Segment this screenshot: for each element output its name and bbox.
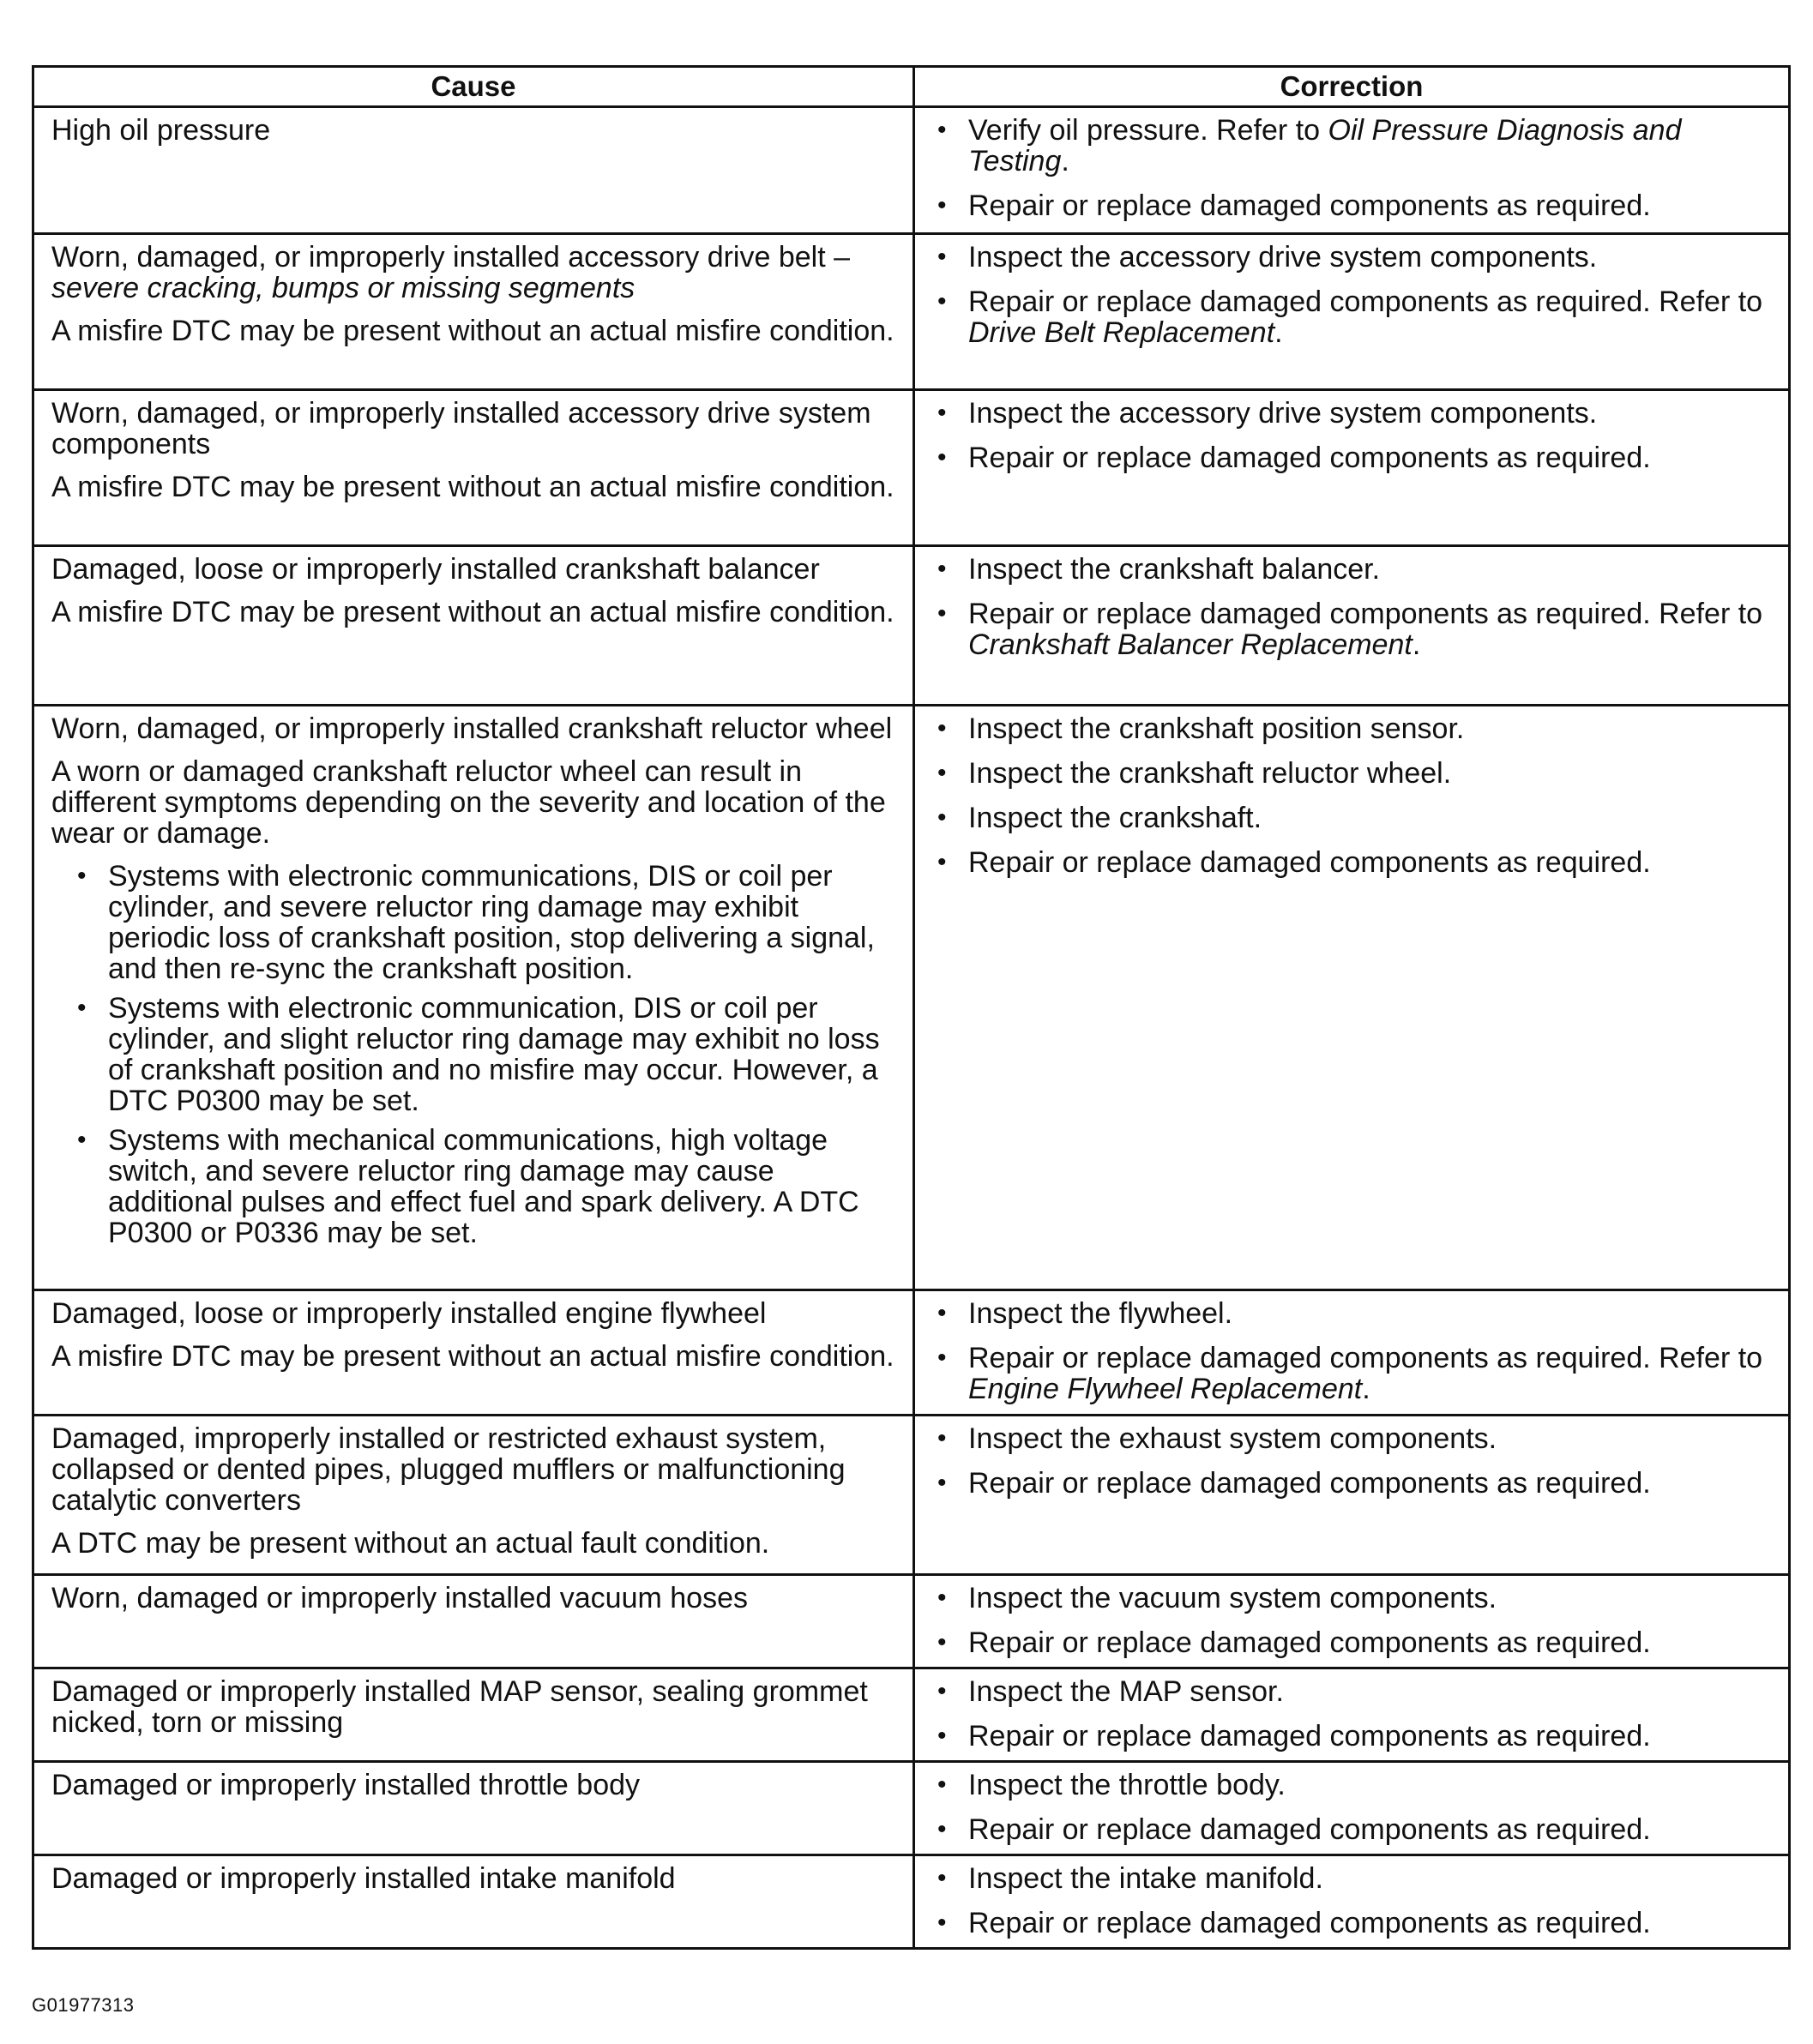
table-row [33, 546, 1790, 706]
correction-item [932, 1908, 1771, 1939]
correction-item [932, 598, 1771, 660]
bullet-icon: • [937, 1909, 947, 1937]
correction-text: Inspect the crankshaft balancer. [968, 553, 1381, 586]
correction-text: Repair or replace damaged components as required. [968, 442, 1651, 474]
correction-cell [914, 706, 1790, 1290]
bullet-icon: • [937, 443, 947, 472]
correction-text: Repair or replace damaged components as required. [968, 189, 1651, 222]
bullet-icon: • [77, 1126, 87, 1154]
bullet-icon: • [937, 243, 947, 271]
cause-bullet-list [74, 861, 895, 1248]
cause-cell [33, 1668, 914, 1762]
cause-text: High oil pressure [51, 114, 271, 147]
correction-cell [914, 1575, 1790, 1668]
correction-text: Inspect the vacuum system components. [968, 1582, 1497, 1614]
cause-text: Damaged, improperly installed or restricted exhaust system, collapsed or dented pipes, plugged mufflers or malfunctioning catalytic converters [51, 1422, 846, 1517]
cause-cell [33, 234, 914, 390]
bullet-icon: • [937, 803, 947, 832]
correction-list [932, 1676, 1771, 1752]
bullet-icon: • [937, 1424, 947, 1452]
correction-item [932, 286, 1771, 348]
correction-text: Inspect the accessory drive system components. [968, 397, 1598, 430]
procedure-reference: Engine Flywheel Replacement [968, 1373, 1363, 1405]
cause-bullet-item [74, 993, 895, 1116]
cause-bullet-item [74, 1125, 895, 1248]
bullet-icon: • [937, 714, 947, 742]
correction-cell [914, 1762, 1790, 1855]
correction-item [932, 1468, 1771, 1499]
bullet-icon: • [937, 116, 947, 144]
correction-cell [914, 390, 1790, 546]
correction-list [932, 1583, 1771, 1658]
table-row [33, 1762, 1790, 1855]
correction-text: Repair or replace damaged components as required. [968, 1626, 1651, 1659]
cause-text: A misfire DTC may be present without an actual misfire condition. [51, 315, 894, 347]
cause-text: Damaged, loose or improperly installed crankshaft balancer [51, 553, 820, 586]
cause-text: Worn, damaged, or improperly installed accessory drive belt – severe cracking, bumps or missing segments [51, 241, 851, 304]
table-body [33, 107, 1790, 1949]
correction-text: Inspect the crankshaft position sensor. [968, 712, 1465, 745]
correction-item [932, 554, 1771, 585]
correction-item [932, 758, 1771, 789]
procedure-reference: Drive Belt Replacement [968, 316, 1275, 349]
cause-cell [33, 1416, 914, 1575]
correction-list [932, 713, 1771, 878]
correction-item [932, 242, 1771, 273]
procedure-reference: Crankshaft Balancer Replacement [968, 628, 1412, 661]
cause-text: A worn or damaged crankshaft reluctor wheel can result in different symptoms depending on the severity and location of the wear or damage. [51, 755, 886, 850]
bullet-icon: • [937, 1722, 947, 1750]
cause-text: Worn, damaged, or improperly installed crankshaft reluctor wheel [51, 712, 893, 745]
bullet-icon: • [937, 1584, 947, 1612]
correction-item [932, 1770, 1771, 1801]
correction-text: Inspect the flywheel. [968, 1297, 1233, 1330]
correction-text: Repair or replace damaged components as required. [968, 1813, 1651, 1846]
table-header-row [33, 67, 1790, 107]
bullet-icon: • [937, 1469, 947, 1497]
table-row [33, 234, 1790, 390]
correction-text: Repair or replace damaged components as required. [968, 1467, 1651, 1500]
table-row [33, 1575, 1790, 1668]
correction-item [932, 1814, 1771, 1845]
table-row [33, 1416, 1790, 1575]
cause-text: Worn, damaged, or improperly installed accessory drive system components [51, 397, 871, 460]
cause-bullet-item [74, 861, 895, 984]
correction-list [932, 1770, 1771, 1845]
bullet-icon: • [77, 862, 87, 890]
correction-item [932, 713, 1771, 744]
bullet-icon: • [937, 759, 947, 787]
correction-text: Verify oil pressure. Refer to [968, 114, 1328, 147]
bullet-icon: • [937, 191, 947, 219]
diagnostic-table-container [32, 65, 1788, 1950]
reference-punctuation: . [1061, 145, 1069, 177]
correction-item [932, 803, 1771, 833]
correction-item [932, 1676, 1771, 1707]
bullet-icon: • [937, 1864, 947, 1892]
correction-list [932, 242, 1771, 348]
table-row [33, 1855, 1790, 1949]
correction-text: Inspect the crankshaft reluctor wheel. [968, 757, 1452, 790]
cause-italic-detail: severe cracking, bumps or missing segments [51, 272, 635, 304]
correction-text: Inspect the MAP sensor. [968, 1675, 1284, 1708]
correction-list [932, 398, 1771, 473]
bullet-icon: • [937, 555, 947, 583]
cause-bullet-text: Systems with electronic communications, DIS or coil per cylinder, and severe reluctor ring damage may exhibit periodic loss of crankshaft position, stop delivering a signal, and then re-sync the crankshaft position. [108, 860, 875, 985]
correction-cell [914, 1290, 1790, 1416]
correction-item [932, 115, 1771, 177]
bullet-icon: • [937, 1677, 947, 1705]
correction-column-header: Correction [914, 67, 1790, 107]
cause-column-header: Cause [33, 67, 914, 107]
cause-text: Damaged or improperly installed MAP sensor, sealing grommet nicked, torn or missing [51, 1675, 868, 1739]
cause-cell [33, 1290, 914, 1416]
correction-item [932, 442, 1771, 473]
bullet-icon: • [937, 848, 947, 876]
cause-text: Damaged, loose or improperly installed engine flywheel [51, 1297, 767, 1330]
cause-text: A misfire DTC may be present without an actual misfire condition. [51, 596, 894, 628]
bullet-icon: • [937, 399, 947, 427]
correction-text: Inspect the accessory drive system components. [968, 241, 1598, 274]
reference-punctuation: . [1412, 628, 1421, 661]
reference-punctuation: . [1274, 316, 1283, 349]
correction-item [932, 1423, 1771, 1454]
cause-cell [33, 1855, 914, 1949]
cause-cell [33, 546, 914, 706]
correction-item [932, 1298, 1771, 1329]
cause-cell [33, 107, 914, 234]
correction-cell [914, 1416, 1790, 1575]
correction-item [932, 190, 1771, 221]
correction-text: Inspect the exhaust system components. [968, 1422, 1497, 1455]
correction-text: Repair or replace damaged components as required. [968, 1907, 1651, 1939]
bullet-icon: • [77, 994, 87, 1022]
table-row [33, 390, 1790, 546]
correction-text: Inspect the intake manifold. [968, 1862, 1323, 1895]
correction-cell [914, 1855, 1790, 1949]
correction-cell [914, 546, 1790, 706]
correction-list [932, 1863, 1771, 1939]
cause-cell [33, 390, 914, 546]
cause-text: A misfire DTC may be present without an actual misfire condition. [51, 471, 894, 503]
cause-text: A DTC may be present without an actual fault condition. [51, 1527, 770, 1560]
correction-item [932, 1583, 1771, 1614]
correction-cell [914, 107, 1790, 234]
bullet-icon: • [937, 1344, 947, 1372]
correction-list [932, 1423, 1771, 1499]
correction-text: Repair or replace damaged components as required. Refer to [968, 1342, 1763, 1374]
correction-cell [914, 1668, 1790, 1762]
bullet-icon: • [937, 1299, 947, 1327]
correction-text: Repair or replace damaged components as required. [968, 846, 1651, 879]
figure-id: G01977313 [32, 1994, 135, 2016]
reference-punctuation: . [1362, 1373, 1370, 1405]
correction-item [932, 847, 1771, 878]
table-row [33, 107, 1790, 234]
bullet-icon: • [937, 1815, 947, 1843]
correction-list [932, 115, 1771, 221]
correction-list [932, 554, 1771, 660]
correction-item [932, 398, 1771, 429]
cause-bullet-text: Systems with mechanical communications, high voltage switch, and severe reluctor ring damage may cause additional pulses and effect fuel and spark delivery. A DTC P0300 or P0336 may be set. [108, 1124, 859, 1249]
bullet-icon: • [937, 287, 947, 316]
correction-item [932, 1343, 1771, 1404]
correction-text: Inspect the throttle body. [968, 1769, 1286, 1801]
correction-text: Repair or replace damaged components as required. Refer to [968, 286, 1763, 318]
cause-bullet-text: Systems with electronic communication, DIS or coil per cylinder, and slight reluctor ring damage may exhibit no loss of crankshaft position and no misfire may occur. However, a DTC P0300 may be set. [108, 992, 880, 1117]
cause-text: Damaged or improperly installed intake manifold [51, 1862, 676, 1895]
correction-item [932, 1627, 1771, 1658]
bullet-icon: • [937, 1628, 947, 1656]
bullet-icon: • [937, 1770, 947, 1799]
correction-text: Repair or replace damaged components as required. Refer to [968, 598, 1763, 630]
cause-cell [33, 706, 914, 1290]
table-row [33, 706, 1790, 1290]
cause-cell [33, 1575, 914, 1668]
cause-text: Damaged or improperly installed throttle body [51, 1769, 641, 1801]
correction-item [932, 1863, 1771, 1894]
correction-list [932, 1298, 1771, 1404]
correction-text: Inspect the crankshaft. [968, 802, 1262, 834]
cause-text: Worn, damaged or improperly installed vacuum hoses [51, 1582, 748, 1614]
procedure-reference: Oil Pressure Diagnosis and Testing [968, 114, 1682, 177]
correction-item [932, 1721, 1771, 1752]
cause-cell [33, 1762, 914, 1855]
bullet-icon: • [937, 599, 947, 628]
correction-cell [914, 234, 1790, 390]
cause-correction-table [32, 65, 1791, 1950]
correction-text: Repair or replace damaged components as required. [968, 1720, 1651, 1752]
table-row [33, 1668, 1790, 1762]
table-row [33, 1290, 1790, 1416]
cause-text: A misfire DTC may be present without an actual misfire condition. [51, 1340, 894, 1373]
